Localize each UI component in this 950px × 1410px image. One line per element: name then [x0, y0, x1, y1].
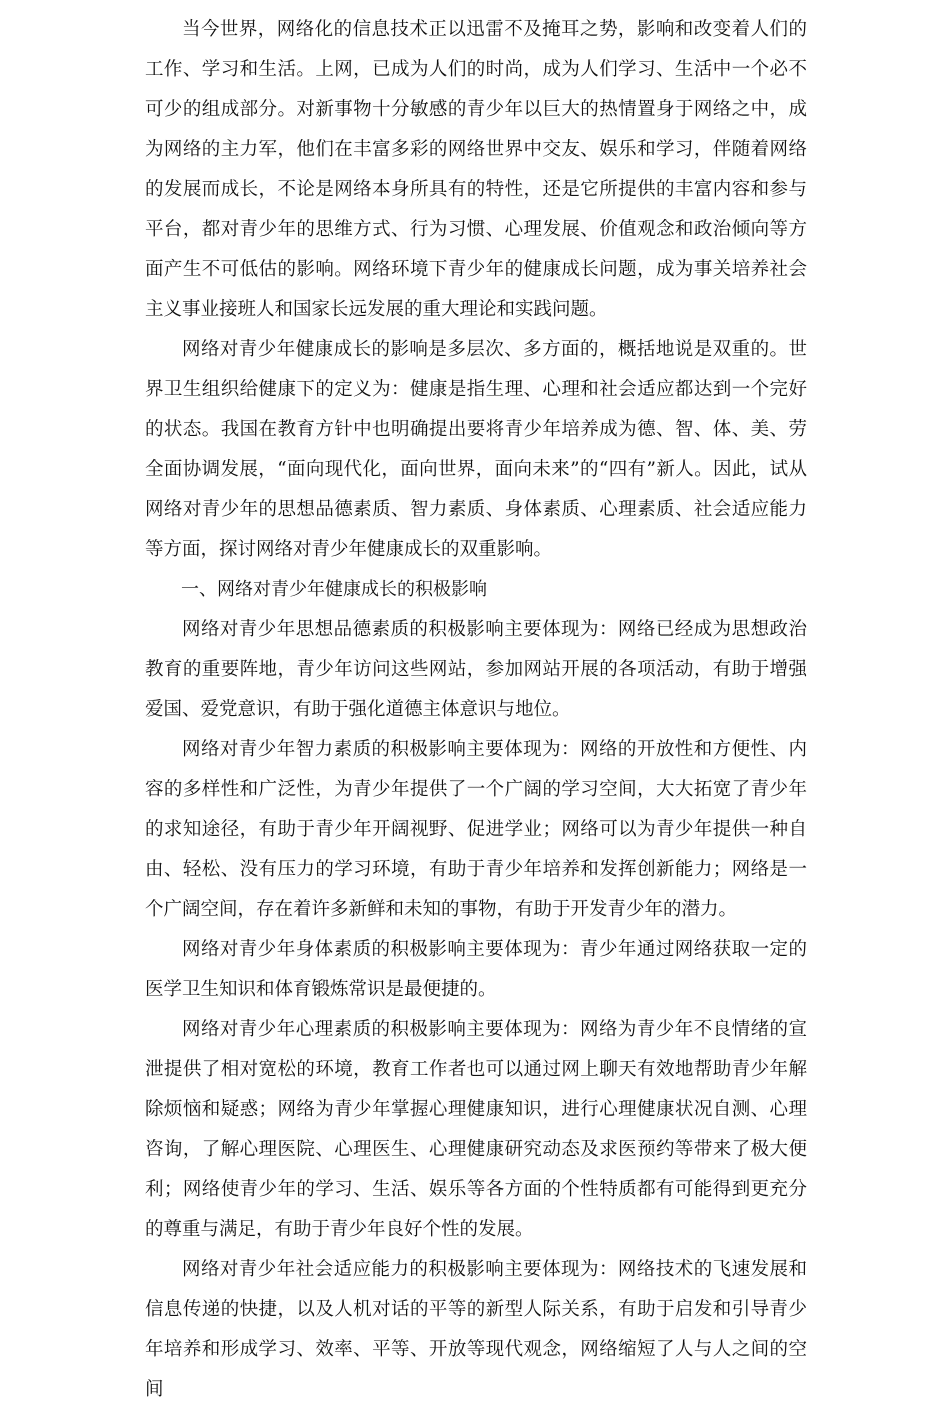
intro-paragraph-2: 网络对青少年健康成长的影响是多层次、多方面的，概括地说是双重的。世界卫生组织给健康下的定义为：健康是指生理、心理和社会适应都达到一个完好的状态。我国在教育方针中也明确提出要将青少年培养成为德、智、体、美、劳全面协调发展，“面向现代化，面向世界，面向未来”的“四有”新人。因此，试从网络对青少年的思想品德素质、智力素质、身体素质、心理素质、社会适应能力等方面，探讨网络对青少年健康成长的双重影响。 [145, 339, 807, 560]
section-paragraph-moral: 网络对青少年思想品德素质的积极影响主要体现为：网络已经成为思想政治教育的重要阵地，青少年访问这些网站，参加网站开展的各项活动，有助于增强爱国、爱党意识，有助于强化道德主体意识与地位。 [145, 619, 807, 720]
document-page [145, 10, 807, 1400]
intro-paragraph-1: 当今世界，网络化的信息技术正以迅雷不及掩耳之势，影响和改变着人们的工作、学习和生活。上网，已成为人们的时尚，成为人们学习、生活中一个必不可少的组成部分。对新事物十分敏感的青少年以巨大的热情置身于网络之中，成为网络的主力军，他们在丰富多彩的网络世界中交友、娱乐和学习，伴随着网络的发展而成长，不论是网络本身所具有的特性，还是它所提供的丰富内容和参与平台，都对青少年的思维方式、行为习惯、心理发展、价值观念和政治倾向等方面产生不可低估的影响。网络环境下青少年的健康成长问题，成为事关培养社会主义事业接班人和国家长远发展的重大理论和实践问题。 [145, 19, 807, 320]
section-heading: 一、网络对青少年健康成长的积极影响 [181, 579, 487, 600]
section-paragraph-intellect: 网络对青少年智力素质的积极影响主要体现为：网络的开放性和方便性、内容的多样性和广泛性，为青少年提供了一个广阔的学习空间，大大拓宽了青少年的求知途径，有助于青少年开阔视野、促进学业；网络可以为青少年提供一种自由、轻松、没有压力的学习环境，有助于青少年培养和发挥创新能力；网络是一个广阔空间，存在着许多新鲜和未知的事物，有助于开发青少年的潜力。 [145, 739, 807, 920]
section-paragraph-psychological: 网络对青少年心理素质的积极影响主要体现为：网络为青少年不良情绪的宣泄提供了相对宽松的环境，教育工作者也可以通过网上聊天有效地帮助青少年解除烦恼和疑惑；网络为青少年掌握心理健康知识，进行心理健康状况自测、心理咨询，了解心理医院、心理医生、心理健康研究动态及求医预约等带来了极大便利；网络使青少年的学习、生活、娱乐等各方面的个性特质都有可能得到更充分的尊重与满足，有助于青少年良好个性的发展。 [145, 1019, 807, 1240]
section-paragraph-social: 网络对青少年社会适应能力的积极影响主要体现为：网络技术的飞速发展和信息传递的快捷，以及人机对话的平等的新型人际关系，有助于启发和引导青少年培养和形成学习、效率、平等、开放等现代观念，网络缩短了人与人之间的空间 [145, 1259, 807, 1400]
section-paragraph-physical: 网络对青少年身体素质的积极影响主要体现为：青少年通过网络获取一定的医学卫生知识和体育锻炼常识是最便捷的。 [145, 939, 807, 1000]
